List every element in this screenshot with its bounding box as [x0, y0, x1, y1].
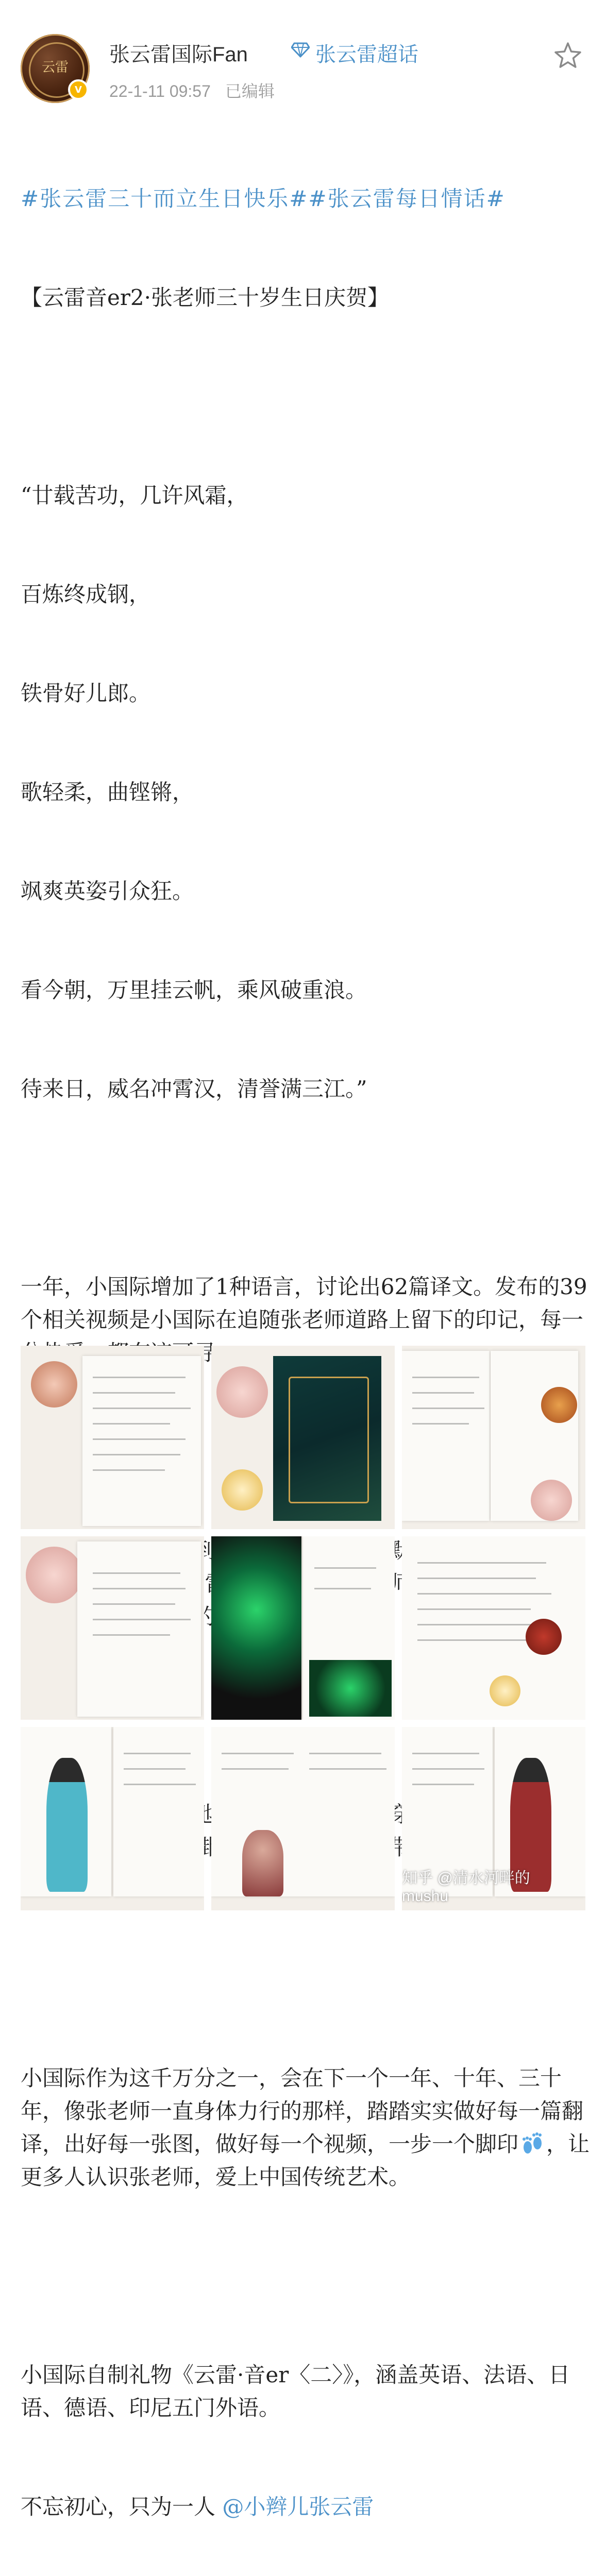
post-header: [0, 0, 606, 108]
poem-line: 铁骨好儿郎。: [21, 681, 151, 706]
paragraph-commitment-end: ，让更多人认识张老师，爱上中国传统艺术。: [21, 2131, 590, 2190]
post-timestamp: 22-1-11 09:57: [109, 82, 211, 100]
hashtag-links[interactable]: #张云雷三十而立生日快乐##张云雷每日情话#: [21, 186, 506, 211]
image-thumbnail[interactable]: [211, 1536, 395, 1720]
image-thumbnail[interactable]: [21, 1346, 204, 1529]
image-grid: [21, 1346, 585, 1905]
image-thumbnail[interactable]: [402, 1536, 585, 1720]
mention-link[interactable]: @小辫儿张云雷: [222, 2494, 374, 2519]
post-meta: [109, 78, 275, 102]
image-thumbnail[interactable]: [402, 1727, 585, 1910]
diamond-icon: [291, 42, 310, 58]
footprints-icon: [519, 2130, 545, 2157]
image-thumbnail[interactable]: [21, 1536, 204, 1720]
edited-label: 已编辑: [225, 82, 275, 100]
star-icon[interactable]: [552, 40, 583, 71]
poem-line: 看今朝，万里挂云帆，乘风破重浪。: [21, 977, 367, 1003]
paragraph-mention: [21, 2490, 593, 2523]
verified-badge-icon: V: [68, 79, 89, 100]
poem-line: “廿载苦功，几许风霜，: [21, 483, 248, 508]
image-thumbnail[interactable]: [211, 1727, 395, 1910]
post-title: 【云雷音er2·张老师三十岁生日庆贺】: [21, 285, 390, 310]
image-thumbnail[interactable]: [402, 1346, 585, 1529]
avatar-text: 云雷: [41, 60, 69, 75]
mention-prefix: 不忘初心，只为一人: [21, 2494, 223, 2519]
supertopic-link[interactable]: 张云雷超话: [315, 43, 418, 66]
image-thumbnail[interactable]: [211, 1346, 395, 1529]
poem-line: 百炼终成钢，: [21, 582, 151, 607]
image-watermark: 知乎 @清水河畔的mushu: [402, 1870, 530, 1905]
avatar[interactable]: [21, 34, 90, 103]
poem-line: 待来日，威名冲霄汉，清誉满三江。”: [21, 1076, 367, 1101]
poem-line: 飒爽英姿引众狂。: [21, 878, 194, 904]
poem-line: 歌轻柔，曲铿锵，: [21, 779, 194, 805]
author-name[interactable]: 张云雷国际Fan: [109, 43, 248, 66]
paragraph-commitment: [21, 2062, 593, 2194]
paragraph-gift: 小国际自制礼物《云雷·音er〈二〉》，涵盖英语、法语、日语、德语、印尼五门外语。: [21, 2362, 570, 2420]
paragraph-commitment-text: 小国际作为这千万分之一，会在下一个一年、十年、三十年，像张老师一直身体力行的那样，踏踏实实做好每一篇翻译，出好每一张图，做好每一个视频，一步一个脚印: [21, 2065, 584, 2157]
paragraph-one-year: 一年，小国际增加了1种语言，讨论出62篇译文。发布的39个相关视频是小国际在追随张老师道路上留下的印记，每一 寻: [21, 1274, 587, 1365]
image-thumbnail[interactable]: [21, 1727, 204, 1910]
